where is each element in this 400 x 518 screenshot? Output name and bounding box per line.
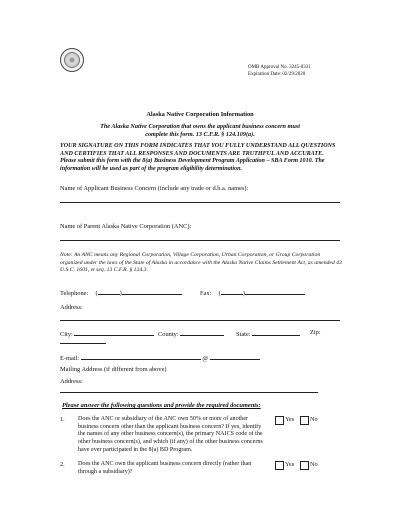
applicant-name-field[interactable] — [60, 202, 340, 203]
email-at-sign: @ — [202, 355, 209, 362]
question-2-number: 2. — [60, 461, 65, 468]
mailing-address-line-label: Address: — [60, 378, 83, 385]
form-subtitle: The Alaska Native Corporation that owns the applicant business concern must complete this form. 13 C.F.R. § 124.109(a). — [100, 123, 300, 138]
mailing-address-label: Mailing Address (if different from above) — [60, 366, 167, 373]
question-1-no-checkbox[interactable] — [300, 416, 309, 425]
question-1-text: Does the ANC or subsidiary of the ANC own 50% or more of another business concern other than the applicant business concern? If yes, identify the names of any other business concern(s), the primary NAICS code of the other business concern(s), and which (if any) of the other business concerns have ever participated in the 8(a) BD Program. — [78, 416, 263, 453]
address-field[interactable] — [60, 320, 340, 321]
telephone-label: Telephone: — [60, 290, 89, 297]
parent-anc-field[interactable] — [60, 240, 340, 241]
omb-info — [248, 64, 311, 78]
parent-anc-label: Name of Parent Alaska Native Corporation (ANC): — [60, 223, 192, 230]
mailing-address-field[interactable] — [60, 392, 318, 393]
city-label: City: — [60, 331, 73, 338]
question-1-yes-label: Yes — [285, 416, 295, 423]
question-1-no-label: No — [310, 416, 318, 423]
city-row — [60, 329, 154, 338]
state-row — [236, 329, 300, 338]
email-label: E-mail: — [60, 355, 80, 362]
question-2-no-checkbox[interactable] — [300, 461, 309, 470]
question-2-no-label: No — [310, 461, 318, 468]
telephone-area-close: ) — [119, 290, 122, 297]
omb-approval-number: OMB Approval No. 3245-0331 — [248, 65, 311, 70]
state-label: State: — [236, 331, 251, 338]
county-row — [158, 329, 224, 338]
question-1-yes-checkbox[interactable] — [275, 416, 284, 425]
state-field[interactable] — [252, 329, 300, 336]
anc-definition-note: Note: An ANC means any Regional Corporation, Village Corporation, Urban Corporation, or Group Corporation organized under the laws of the State of Alaska in accordance with the Alaska Native Claims Settlement Act, as amended 43 U.S.C. 1601, et seq. 13 C.F.R. § 124.3. — [60, 252, 342, 274]
form-title: Alaska Native Corporation Information — [146, 111, 254, 118]
zip-label: Zip: — [310, 329, 321, 336]
email-row — [60, 353, 260, 362]
fax-area-open: ( — [218, 290, 221, 297]
questions-instruction: Please answer the following questions and provide the required documents: — [62, 402, 261, 409]
question-1-number: 1. — [60, 416, 65, 423]
fax-area-close: ) — [242, 290, 245, 297]
zip-field[interactable] — [60, 343, 106, 344]
fax-number-field[interactable] — [242, 288, 305, 297]
expiration-date: Expiration Date: 02/29/2020 — [248, 72, 306, 77]
email-domain-field[interactable] — [210, 353, 260, 360]
fax-area-code-field[interactable] — [218, 288, 243, 297]
email-user-field[interactable] — [81, 353, 201, 360]
zip-row — [310, 329, 321, 336]
applicant-name-label: Name of Applicant Business Concern (include any trade or d.b.a. names): — [60, 185, 249, 192]
telephone-number-field[interactable] — [119, 288, 182, 297]
fax-row — [200, 288, 305, 297]
question-2-yes-checkbox[interactable] — [275, 461, 284, 470]
telephone-area-code-field[interactable] — [95, 288, 120, 297]
telephone-row — [60, 288, 182, 297]
question-2-yes-label: Yes — [285, 461, 295, 468]
telephone-area-open: ( — [95, 290, 98, 297]
signature-notice: YOUR SIGNATURE ON THIS FORM INDICATES THAT YOU FULLY UNDERSTAND ALL QUESTIONS AND CERTIFIES THAT ALL RESPONSES AND DOCUMENTS ARE TRUTHFUL AND ACCURATE. Please submit this form with the 8(a) Business Development Program Application – SBA Form 1010. The information will be used as part of the program eligibility determination. — [60, 143, 336, 172]
county-label: County: — [158, 331, 179, 338]
city-field[interactable] — [74, 329, 154, 336]
county-field[interactable] — [180, 329, 224, 336]
address-label: Address: — [60, 304, 83, 311]
question-2-text: Does the ANC own the applicant business concern directly (rather than through a subsidiary)? — [78, 461, 252, 475]
fax-label: Fax: — [200, 290, 212, 297]
sba-seal-icon — [60, 48, 84, 72]
